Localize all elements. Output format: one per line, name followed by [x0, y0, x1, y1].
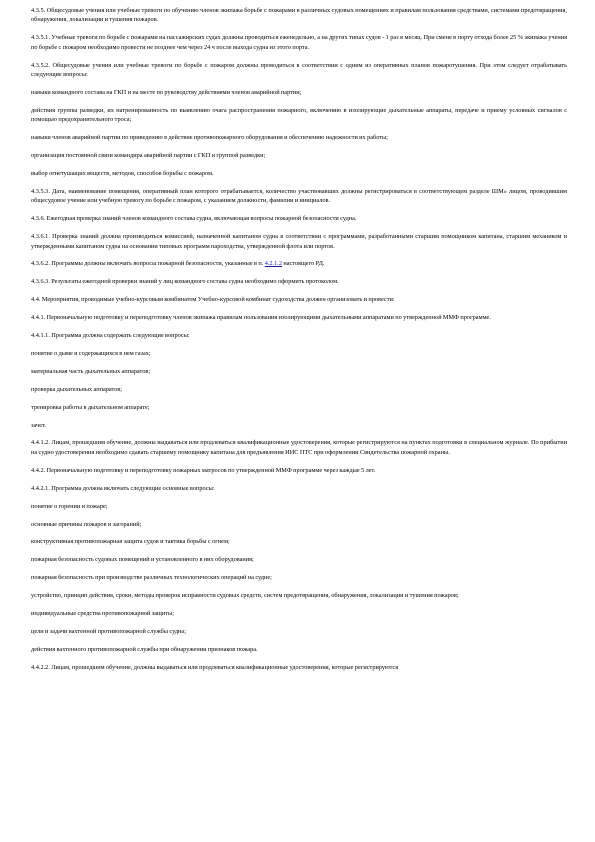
paragraph-text: настоящего РД. — [282, 260, 325, 268]
reference-link[interactable]: 4.2.1.2 — [264, 260, 283, 268]
list-item: навыки командного состава на ГКП и на месте по руководству действиями членов аварийной партии; — [31, 88, 302, 96]
list-item: материальная часть дыхательных аппаратов; — [31, 367, 151, 375]
paragraph-4-3-6-2 — [31, 259, 567, 268]
list-item: понятие о дыме и содержащихся в нем газах; — [31, 349, 151, 357]
paragraph-4-4-1: 4.4.1. Первоначальную подготовку и переподготовку членов экипажа правилам пользования изолирующими дыхательными аппаратами по утвержденной ММФ программе. — [31, 314, 491, 322]
paragraph-4-3-6: 4.3.6. Ежегодная проверка знаний членов командного состава судна, включающая вопросы пожарной безопасности судна. — [31, 215, 357, 223]
list-item: действия группы разведки, их натренированность по выявлению очага распространения пожарного, включению в изолирующие дыхательные аппараты, передаче и приему условных сигналов с помощью предохранительного троса; — [31, 106, 567, 124]
list-item: организация постоянной связи командира аварийной партии с ГКП и группой разведки; — [31, 152, 266, 160]
paragraph-4-4-2: 4.4.2. Первоначальную подготовку и переподготовку пожарных матросов по утвержденной ММФ программе через каждые 5 лет. — [31, 466, 376, 474]
paragraph-4-4-2-1: 4.4.2.1. Программа должна включать следующие основные вопросы: — [31, 484, 215, 492]
list-item: основные причины пожаров и загораний; — [31, 520, 142, 528]
list-item: пожарная безопасность судовых помещений и установленного в них оборудования; — [31, 556, 254, 564]
paragraph-4-3-5-1: 4.3.5.1. Учебные тревоги по борьбе с пожарами на пассажирских судах должны проводиться еженедельно, а на других типах судов - 1 раз в месяц. При смене в порту отхода более 25 % экипажа учения по борьбе с пожаром необходимо провести не позднее чем через 24 ч после выхода судна из этого порта. — [31, 34, 567, 51]
paragraph-text: 4.3.6.2. Программы должны включать вопросы пожарной безопасности, указанные в п. — [31, 260, 265, 268]
list-item: индивидуальные средства противопожарной защиты; — [31, 610, 174, 618]
list-item: навыки членов аварийной партии по приведению в действие противопожарного оборудования и обеспечению надежности их работы; — [31, 134, 389, 142]
paragraph-4-3-6-1: 4.3.6.1. Проверка знаний должна производиться комиссией, назначенной капитаном судна в соответствии с программами, разработанными старшим помощником капитана, старшим механиком и утвержденными капитаном судна на основании типовых программ пароходства, утвержденной флота или портов. — [31, 233, 567, 250]
list-item: тренировка работы в дыхательном аппарате; — [31, 403, 150, 411]
paragraph-4-4-2-2: 4.4.2.2. Лицам, прошедшим обучение, должны выдаваться или продлеваться квалификационные удостоверения, которые регистрируются — [31, 663, 399, 671]
list-item: конструктивная противопожарная защита судов и тактика борьбы с огнем; — [31, 538, 230, 546]
list-item: проверка дыхательных аппаратов; — [31, 385, 123, 393]
paragraph-4-3-5: 4.3.5. Общесудовые учения или учебные тревоги по обучению членов экипажа борьбе с пожарами в различных судовых помещениях и правилам пользования средствами, системами предотвращения, обнаружения, локализации и тушения пожаров. — [31, 7, 567, 24]
paragraph-4-4-1-2: 4.4.1.2. Лицам, прошедшим обучение, должны выдаваться или продлеваться квалификационные удостоверения, которые регистрируются на пунктах подготовки в специальном журнале. По прибытии на судно удостоверения необходимо сдавать старшему помощнику капитана для предъявления ИИС ПТС при оформлении Свидетельства пожарной охраны. — [31, 439, 567, 456]
paragraph-4-4-1-1: 4.4.1.1. Программа должна содержать следующие вопросы: — [31, 332, 190, 340]
list-item: пожарная безопасность при производстве различных технологических операций на судне; — [31, 574, 272, 582]
paragraph-4-3-5-2: 4.3.5.2. Общесудовые учения или учебные тревоги по борьбе с пожаром должны проводиться в соответствии с одним из оперативных планов пожаротушения. При этом следует отрабатывать следующие вопросы: — [31, 61, 567, 79]
paragraph-4-4: 4.4. Мероприятия, проводимые учебно-курсовым комбинатом Учебно-курсовой комбинат судоходства должен организовать и провести: — [31, 296, 395, 304]
list-item: действия вахтенного противопожарной службы при обнаружении признаков пожара. — [31, 645, 258, 653]
list-item: цели и задачи вахтенной противопожарной службы судна; — [31, 627, 186, 635]
list-item: зачет. — [31, 421, 46, 429]
paragraph-4-3-6-3: 4.3.6.3. Результаты ежегодной проверки знаний у лиц командного состава судна необходимо оформить протоколом. — [31, 278, 339, 286]
document-body — [31, 6, 567, 681]
list-item: устройство, принцип действия, сроки, методы проверок исправности судовых средств, систем предотвращения, обнаружения, локализации и тушения пожаров; — [31, 592, 459, 600]
paragraph-4-3-5-3: 4.3.5.3. Дата, наименование помещения, оперативный план которого отрабатывается, количество участвовавших должны регистрироваться в соответствующем разделе ШМ» лицом, проводившим общесудовое учение или учебную тревогу по борьбе с пожаром, с указанием должности, фамилии и инициалов. — [31, 187, 567, 205]
list-item: понятие о горении и пожаре; — [31, 502, 108, 510]
list-item: выбор огнетушащих веществ, методов, способов борьбы с пожаром. — [31, 169, 214, 177]
